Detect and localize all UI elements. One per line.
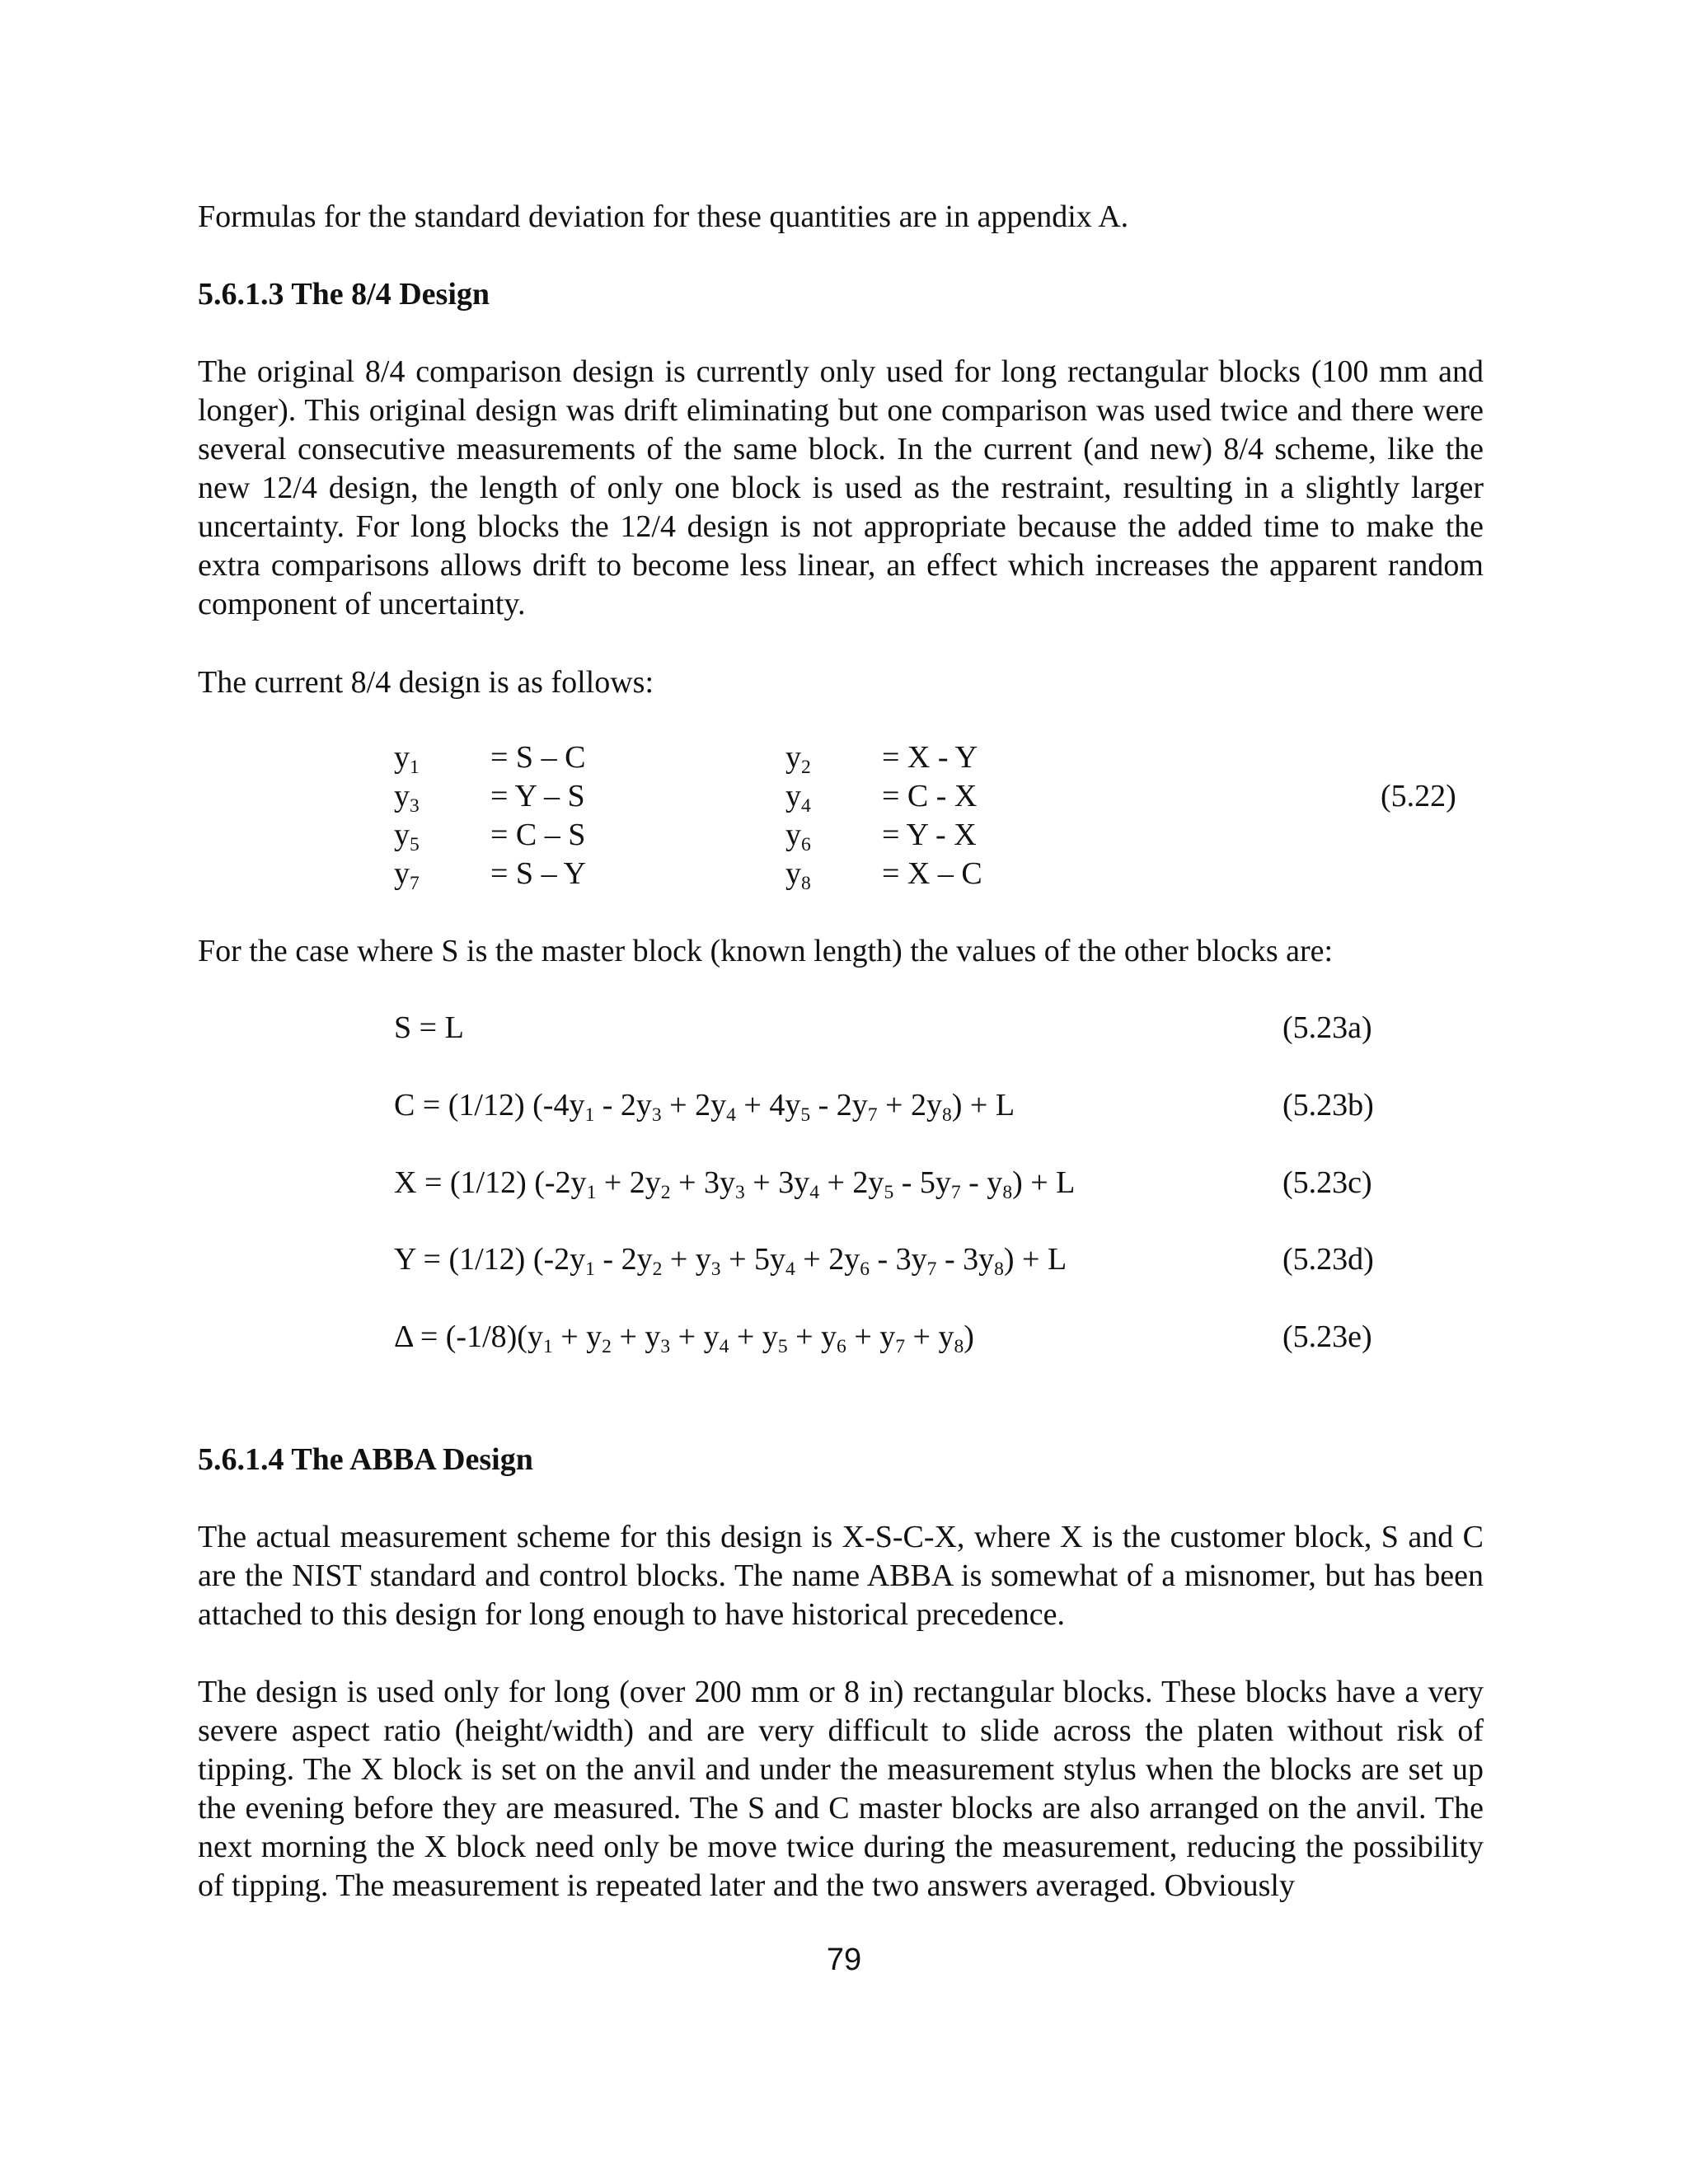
design-eq: = S – Y: [490, 856, 587, 891]
design-var: $y_4$: [785, 779, 811, 818]
section-heading-abba: 5.6.1.4 The ABBA Design: [198, 1442, 533, 1477]
design-var: $y_3$: [394, 779, 420, 818]
section-8-4-paragraph: The original 8/4 comparison design is currently only used for long rectangular blocks (100 mm and longer). This original design was drift eliminating but one comparison was used twice and there were several consecutive measurements of the same block. In the current (and new) 8/4 scheme, like the new 12/4 design, the length of only one block is used as the restraint, resulting in a slightly larger uncertainty. For long blocks the 12/4 design is not appropriate because the added time to make the extra comparisons allows drift to become less linear, an effect which increases the apparent random component of uncertainty.: [198, 354, 1484, 621]
design-eq: = X – C: [882, 856, 982, 891]
design-eq: = C - X: [882, 779, 978, 813]
equation: Y = (1/12) $(-2y_1 - 2y_2 + y_3 + 5y_4 + 2y_6 - 3y_7 - 3y_8) + L$: [394, 1242, 1067, 1281]
equation-label: (5.23d): [1282, 1242, 1374, 1277]
solution-intro: For the case where S is the master block (known length) the values of the other blocks are:: [198, 934, 1334, 968]
design-var: $y_1$: [394, 740, 420, 779]
equation: $\Delta = (-1/8)(y_1 + y_2 + y_3 + y_4 + y_5 + y_6 + y_7 + y_8)$: [394, 1319, 974, 1358]
intro-line: Formulas for the standard deviation for these quantities are in appendix A.: [198, 199, 1129, 234]
design-eq: = C – S: [490, 818, 586, 852]
design-var: $y_6$: [785, 818, 811, 856]
equation-label: (5.23c): [1282, 1165, 1372, 1200]
abba-paragraph-1: The actual measurement scheme for this design is X-S-C-X, where X is the customer block, S and C are the NIST standard and control blocks. The name ABBA is somewhat of a misnomer, but has been attached to this design for long enough to have historical precedence.: [198, 1520, 1484, 1632]
design-eq: = Y - X: [882, 818, 977, 852]
equation-label: (5.23e): [1282, 1319, 1372, 1354]
abba-paragraph-2: The design is used only for long (over 200 mm or 8 in) rectangular blocks. These blocks have a very severe aspect ratio (height/width) and are very difficult to slide across the platen without risk of tipping. The X block is set on the anvil and under the measurement stylus when the blocks are set up the evening before they are measured. The S and C master blocks are also arranged on the anvil. The next morning the X block need only be move twice during the measurement, reducing the possibility of tipping. The measurement is repeated later and the two answers averaged. Obviously: [198, 1675, 1484, 1903]
equation: X = (1/12) $(-2y_1 + 2y_2 + 3y_3 + 3y_4 + 2y_5 - 5y_7 - y_8) + L$: [394, 1165, 1076, 1204]
equation-label: (5.23a): [1282, 1010, 1372, 1045]
design-eq: = Y – S: [490, 779, 585, 813]
design-var: $y_8$: [785, 856, 811, 895]
design-var: $y_2$: [785, 740, 811, 779]
equation: C = (1/12) $(-4y_1 - 2y_3 + 2y_4 + 4y_5 - 2y_7 + 2y_8) + L$: [394, 1088, 1015, 1127]
design-eq: = X - Y: [882, 740, 978, 775]
design-intro: The current 8/4 design is as follows:: [198, 665, 654, 700]
design-var: $y_5$: [394, 818, 420, 856]
design-eq: = S – C: [490, 740, 586, 775]
design-var: $y_7$: [394, 856, 420, 895]
page-number: 79: [826, 1943, 862, 1977]
equation-label: (5.22): [1381, 779, 1456, 813]
section-heading-8-4: 5.6.1.3 The 8/4 Design: [198, 277, 490, 312]
equation-label: (5.23b): [1282, 1088, 1374, 1122]
equation: S = L: [394, 1010, 464, 1045]
